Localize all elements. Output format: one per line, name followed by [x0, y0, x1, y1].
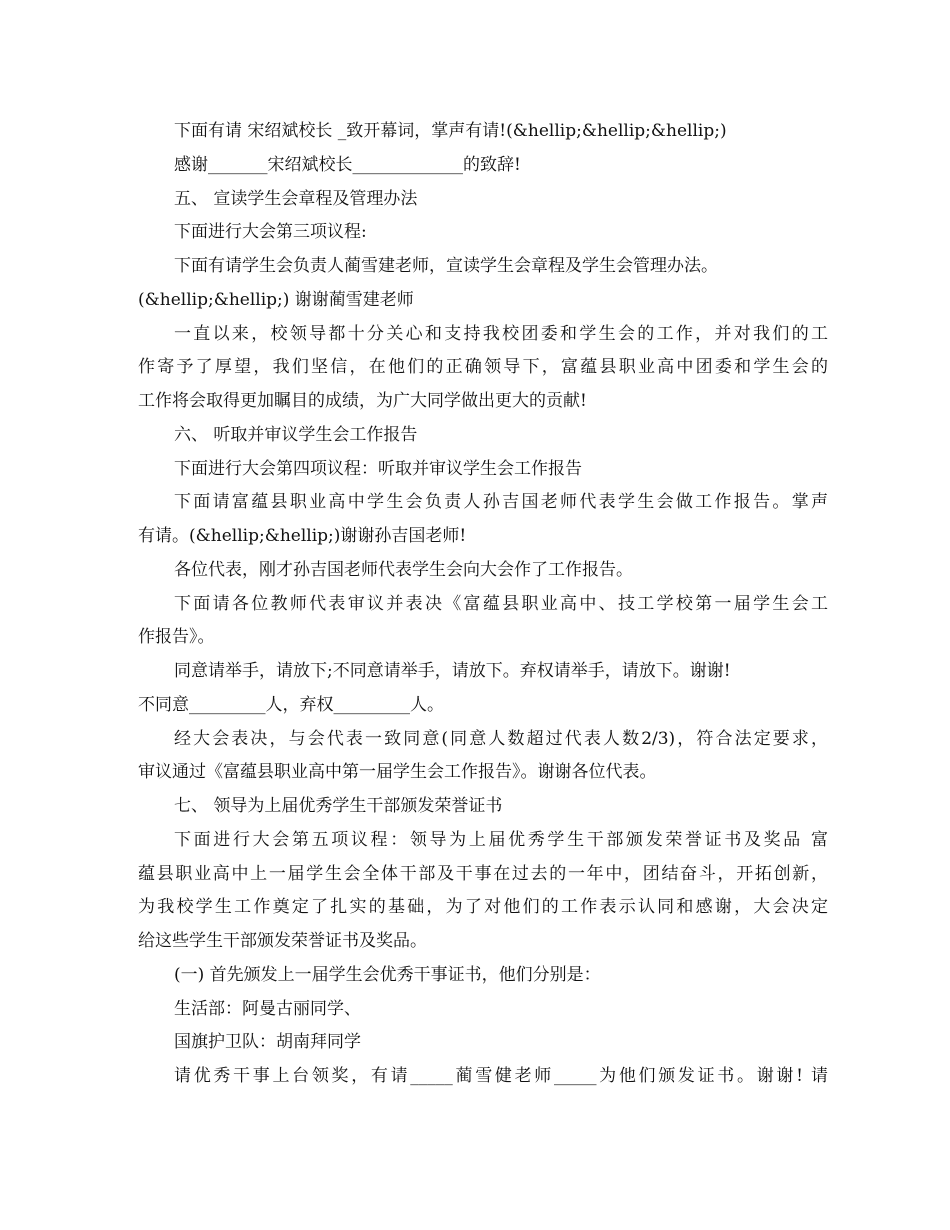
text-line: 下面有请学生会负责人蔺雪建老师，宣读学生会章程及学生会管理办法。 — [174, 256, 718, 276]
text-line: 下面请富蕴县职业高中学生会负责人孙吉国老师代表学生会做工作报告。掌声 — [174, 492, 828, 513]
section-heading: 六、 听取并审议学生会工作报告 — [174, 424, 418, 445]
text-line: 下面进行大会第五项议程：领导为上届优秀学生干部颁发荣誉证书及奖品 富 — [174, 829, 828, 850]
section-heading: 五、 宣读学生会章程及管理办法 — [174, 188, 418, 209]
text-line: 审议通过《富蕴县职业高中第一届学生会工作报告》。谢谢各位代表。 — [138, 762, 657, 783]
text-line: 作寄予了厚望，我们坚信，在他们的正确领导下，富蕴县职业高中团委和学生会的 — [138, 357, 828, 378]
text-line: 作报告》。 — [138, 627, 215, 648]
text-line: 下面进行大会第四项议程：听取并审议学生会工作报告 — [174, 458, 582, 479]
text-line: 给这些学生干部颁发荣誉证书及奖品。 — [138, 931, 427, 951]
text-line: 为我校学生工作奠定了扎实的基础，为了对他们的工作表示认同和感谢，大会决定 — [138, 897, 828, 918]
text-line: 经大会表决，与会代表一致同意(同意人数超过代表人数2/3)，符合法定要求， — [174, 728, 828, 749]
text-line: 下面有请 宋绍斌校长 _致开幕词，掌声有请!(&hellip;&hellip;&hellip;) — [174, 121, 727, 141]
text-line: 各位代表，刚才孙吉国老师代表学生会向大会作了工作报告。 — [174, 559, 633, 580]
text-line: 蕴县职业高中上一届学生会全体干部及干事在过去的一年中，团结奋斗，开拓创新， — [138, 863, 828, 884]
text-line: 下面进行大会第三项议程: — [174, 222, 367, 243]
text-line: 同意请举手，请放下;不同意请举手，请放下。弃权请举手，请放下。谢谢! — [174, 661, 731, 681]
text-line: 一直以来，校领导都十分关心和支持我校团委和学生会的工作，并对我们的工 — [174, 323, 828, 344]
text-line: 下面请各位教师代表审议并表决《富蕴县职业高中、技工学校第一届学生会工 — [174, 593, 828, 614]
text-line: 感谢_______宋绍斌校长_____________的致辞! — [174, 154, 521, 175]
text-line: (一) 首先颁发上一届学生会优秀干事证书，他们分别是： — [174, 964, 601, 985]
text-line: 生活部：阿曼古丽同学、 — [174, 998, 361, 1019]
section-heading: 七、 领导为上届优秀学生干部颁发荣誉证书 — [174, 796, 503, 816]
text-line: 请优秀干事上台领奖，有请_____蔺雪健老师_____为他们颁发证书。谢谢! 请 — [174, 1066, 828, 1086]
text-line: 国旗护卫队：胡南拜同学 — [174, 1032, 361, 1053]
text-line: (&hellip;&hellip;) 谢谢蔺雪建老师 — [138, 289, 414, 310]
text-line: 工作将会取得更加瞩目的成绩，为广大同学做出更大的贡献! — [138, 391, 587, 411]
text-line: 有请。(&hellip;&hellip;)谢谢孙吉国老师! — [138, 526, 467, 546]
document-body — [138, 115, 828, 1094]
text-line: 不同意_________人，弃权_________人。 — [138, 694, 444, 715]
